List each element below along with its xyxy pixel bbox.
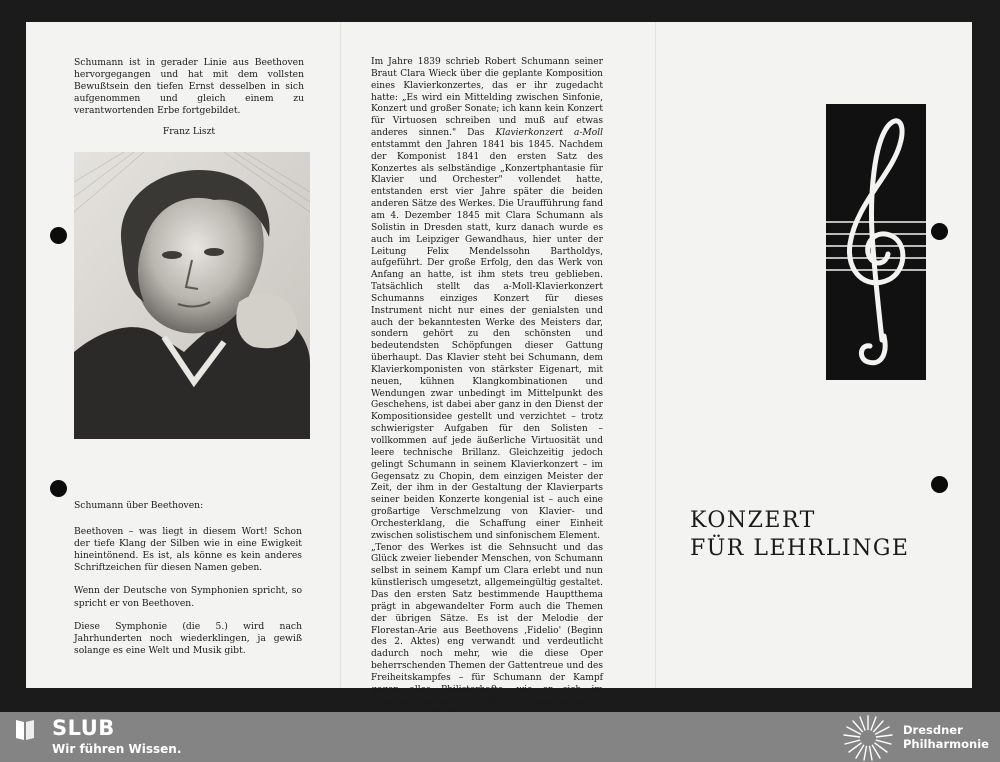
partner-line: Dresdner bbox=[903, 723, 963, 737]
treble-clef-icon bbox=[826, 104, 926, 380]
bormann-quote: „Tenor des Werkes ist die Sehnsucht und das Glück zweier liebender Menschen, von Schumann selbst in seinem Kampf um Clara erlebt und nun künstlerisch umgesetzt, allgemeingültig gestaltet. Das den ersten Satz bestimmende Hauptthema prägt in abgewandelter Form auch die Themen der übrigen Sätze. Es ist der Melodie der Florestan-Arie aus Beethovens ‚Fidelio' (Beginn des 2. Aktes) eng verwandt und verdeutlicht dadurch noch mehr, wie die diese Oper beherrschenden Themen der Gattentreue und des Freiheitskampfes – für Schumann der Kampf gegen alles Philisterhafte, wie er sich im Programm seiner ‚Davidsbündler' manifestierte – bbox=[371, 542, 603, 707]
fold-line-right bbox=[655, 22, 656, 688]
quote-author: Franz Liszt bbox=[162, 126, 216, 138]
punch-hole bbox=[50, 480, 67, 497]
slub-book-icon[interactable] bbox=[14, 718, 36, 742]
schumann-on-beethoven bbox=[74, 500, 302, 668]
punch-hole bbox=[50, 227, 67, 244]
concert-title bbox=[690, 507, 960, 563]
concerto-description bbox=[371, 57, 603, 732]
paragraph: Wenn der Deutsche von Symphonien spricht, so spricht er von Beethoven. bbox=[74, 585, 302, 609]
section-heading: Schumann über Beethoven: bbox=[74, 500, 204, 511]
slub-logo-text[interactable]: SLUB bbox=[52, 716, 115, 740]
description-paragraph bbox=[371, 57, 603, 543]
liszt-quote bbox=[74, 57, 304, 139]
treble-clef-emblem bbox=[826, 104, 926, 380]
quote-text: Schumann ist in gerader Linie aus Beethoven hervorgegangen und hat mit dem vollsten Bewußtsein den tiefen Ernst desselben in sich aufgenommen und gleich einem zu verantwortenden Erbe fortgebildet. bbox=[74, 57, 304, 117]
fold-line-left bbox=[340, 22, 341, 688]
slub-tagline: Wir führen Wissen. bbox=[52, 742, 182, 756]
intro-text: Im Jahre 1839 schrieb Robert Schumann seiner Braut Clara Wieck über die geplante Komposition eines Klavierkonzertes, das er ihr zugedacht hatte: „Es wird ein Mittelding zwischen Sinfonie, Konzert und großer Sonate; ich kann kein Konzert für Virtuosen schreiben und muß auf etwas anderes sinnen." Das bbox=[371, 57, 603, 139]
paragraph: Diese Symphonie (die 5.) wird nach Jahrhunderten noch wiederklingen, ja gewiß solange es eine Welt und Musik gibt. bbox=[74, 620, 302, 656]
schumann-portrait bbox=[74, 152, 310, 439]
philharmonie-name[interactable] bbox=[903, 723, 989, 751]
paragraph: Beethoven – was liegt in diesem Wort! Schon der tiefe Klang der Silben wie in eine Ewigkeit hineintönend. Es ist, als könne es kein anderes Schriftzeichen für diesen Namen geben. bbox=[74, 526, 302, 574]
body-text: entstammt den Jahren 1841 bis 1845. Nachdem der Komponist 1841 den ersten Satz des Konzertes als selbständige „Konzertphantasie für Klavier und Orchester" vollendet hatte, entstanden erst vier Jahre später die beiden anderen Sätze des Werkes. Die Uraufführung fand am 4. Dezember 1845 mit Clara Schumann als Solistin in Dresden statt, kurz danach wurde es auch im Leipziger Gewandhaus, hier unter der Leitung Felix Mendelssohn Bartholdys, aufgeführt. Der große Erfolg, den das Werk von Anfang an hatte, ist ihm stets treu geblieben. Tatsächlich stellt das a-Moll-Klavierkonzert Schumanns einziges Konzert für dieses Instrument nicht nur eines der genialsten und auch der bekanntesten Werke des Meisters dar, sondern gehört zu den schönsten und bedeutendsten Schöpfungen dieser Gattung überhaupt. Das Klavier steht bei Schumann, dem Klavierkomponisten von stärkster Eigenart, mit neuen, kühnen Klangkombinationen und Wendungen zwar unbedingt im Mittelpunkt des Geschehens, ist dabei aber ganz in den Dienst der Kompositionsidee gestellt und verzichtet – trotz schwierigster Aufgaben für den Solisten – vollkommen auf jede äußerliche Virtuosität und leere technische Brillanz. Gleichzeitig jedoch gelingt Schumann in seinem Klavierkonzert – im Gegensatz zu Chopin, dem einzigen Meister der Zeit, der ihm in der Gestaltung der Klavierparts seiner beiden Konzerte kongenial ist – auch eine großartige Verschmelzung von Klavier- und Orchesterklang, die Schaffung einer Einheit zwischen solistischem und sinfonischem Element. bbox=[371, 139, 603, 541]
work-title: Klavierkonzert a-Moll bbox=[495, 128, 604, 139]
partner-line: Philharmonie bbox=[903, 737, 989, 751]
philharmonie-sunburst-icon[interactable] bbox=[842, 714, 894, 762]
punch-hole bbox=[931, 223, 948, 240]
title-line: KONZERT bbox=[690, 508, 816, 533]
punch-hole bbox=[931, 476, 948, 493]
portrait-engraving-icon bbox=[74, 152, 310, 439]
title-line: FÜR LEHRLINGE bbox=[690, 536, 910, 561]
